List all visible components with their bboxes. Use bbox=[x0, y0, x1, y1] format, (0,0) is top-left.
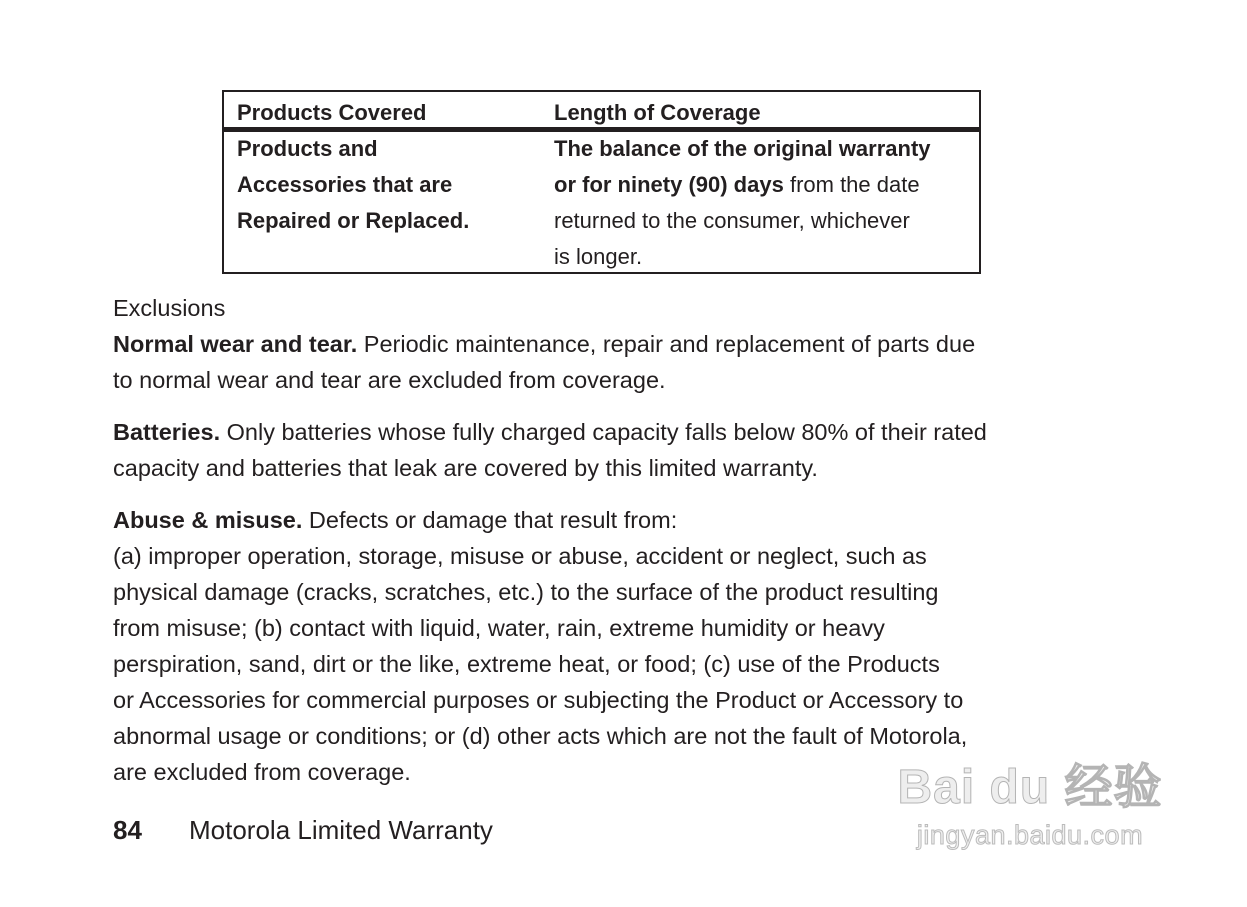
row-product-line-1: Products and bbox=[237, 136, 378, 161]
row-coverage-line-3: returned to the consumer, whichever bbox=[554, 208, 910, 233]
row-coverage-bold-part: or for ninety (90) days bbox=[554, 172, 784, 197]
row-coverage-line-2 bbox=[554, 167, 920, 203]
abuse-line-g: are excluded from coverage. bbox=[113, 759, 411, 785]
wear-line-2: to normal wear and tear are excluded from coverage. bbox=[113, 367, 666, 393]
page-number: 84 bbox=[113, 815, 142, 845]
row-coverage-rest: from the date bbox=[783, 172, 920, 197]
batteries-line-2: capacity and batteries that leak are covered by this limited warranty. bbox=[113, 455, 818, 481]
abuse-line-a: (a) improper operation, storage, misuse or abuse, accident or neglect, such as bbox=[113, 543, 927, 569]
row-coverage-line-4: is longer. bbox=[554, 244, 643, 269]
abuse-line-d: perspiration, sand, dirt or the like, extreme heat, or food; (c) use of the Products bbox=[113, 651, 940, 677]
wear-lead: Normal wear and tear. bbox=[113, 331, 358, 357]
exclusions-heading: Exclusions bbox=[113, 295, 226, 321]
wear-line-1 bbox=[113, 326, 1113, 362]
watermark-brand: Bai du 经验 bbox=[897, 761, 1163, 814]
table-header-row bbox=[224, 92, 979, 132]
row-coverage-line-1: The balance of the original warranty bbox=[554, 136, 931, 161]
row-product-line-2: Accessories that are bbox=[237, 172, 453, 197]
coverage-table bbox=[222, 90, 981, 274]
abuse-line-f: abnormal usage or conditions; or (d) other acts which are not the fault of Motorola, bbox=[113, 723, 968, 749]
batteries-text-1: Only batteries whose fully charged capacity falls below 80% of their rated bbox=[220, 419, 987, 445]
batteries-line-1 bbox=[113, 414, 1113, 450]
abuse-line-e: or Accessories for commercial purposes or subjecting the Product or Accessory to bbox=[113, 687, 964, 713]
footer-title: Motorola Limited Warranty bbox=[189, 815, 493, 845]
abuse-line-1 bbox=[113, 502, 1113, 538]
abuse-line-b: physical damage (cracks, scratches, etc.) to the surface of the product resulting bbox=[113, 579, 939, 605]
abuse-text-1: Defects or damage that result from: bbox=[302, 507, 678, 533]
abuse-lead: Abuse & misuse. bbox=[113, 507, 303, 533]
row-product-line-3: Repaired or Replaced. bbox=[237, 208, 470, 233]
batteries-lead: Batteries. bbox=[113, 419, 221, 445]
wear-text-1: Periodic maintenance, repair and replacement of parts due bbox=[357, 331, 976, 357]
abuse-line-c: from misuse; (b) contact with liquid, water, rain, extreme humidity or heavy bbox=[113, 615, 885, 641]
watermark-url: jingyan.baidu.com bbox=[916, 820, 1144, 850]
header-length-of-coverage: Length of Coverage bbox=[554, 100, 761, 125]
page-footer bbox=[113, 812, 493, 848]
header-products-covered: Products Covered bbox=[237, 100, 427, 125]
baidu-watermark bbox=[885, 758, 1175, 858]
